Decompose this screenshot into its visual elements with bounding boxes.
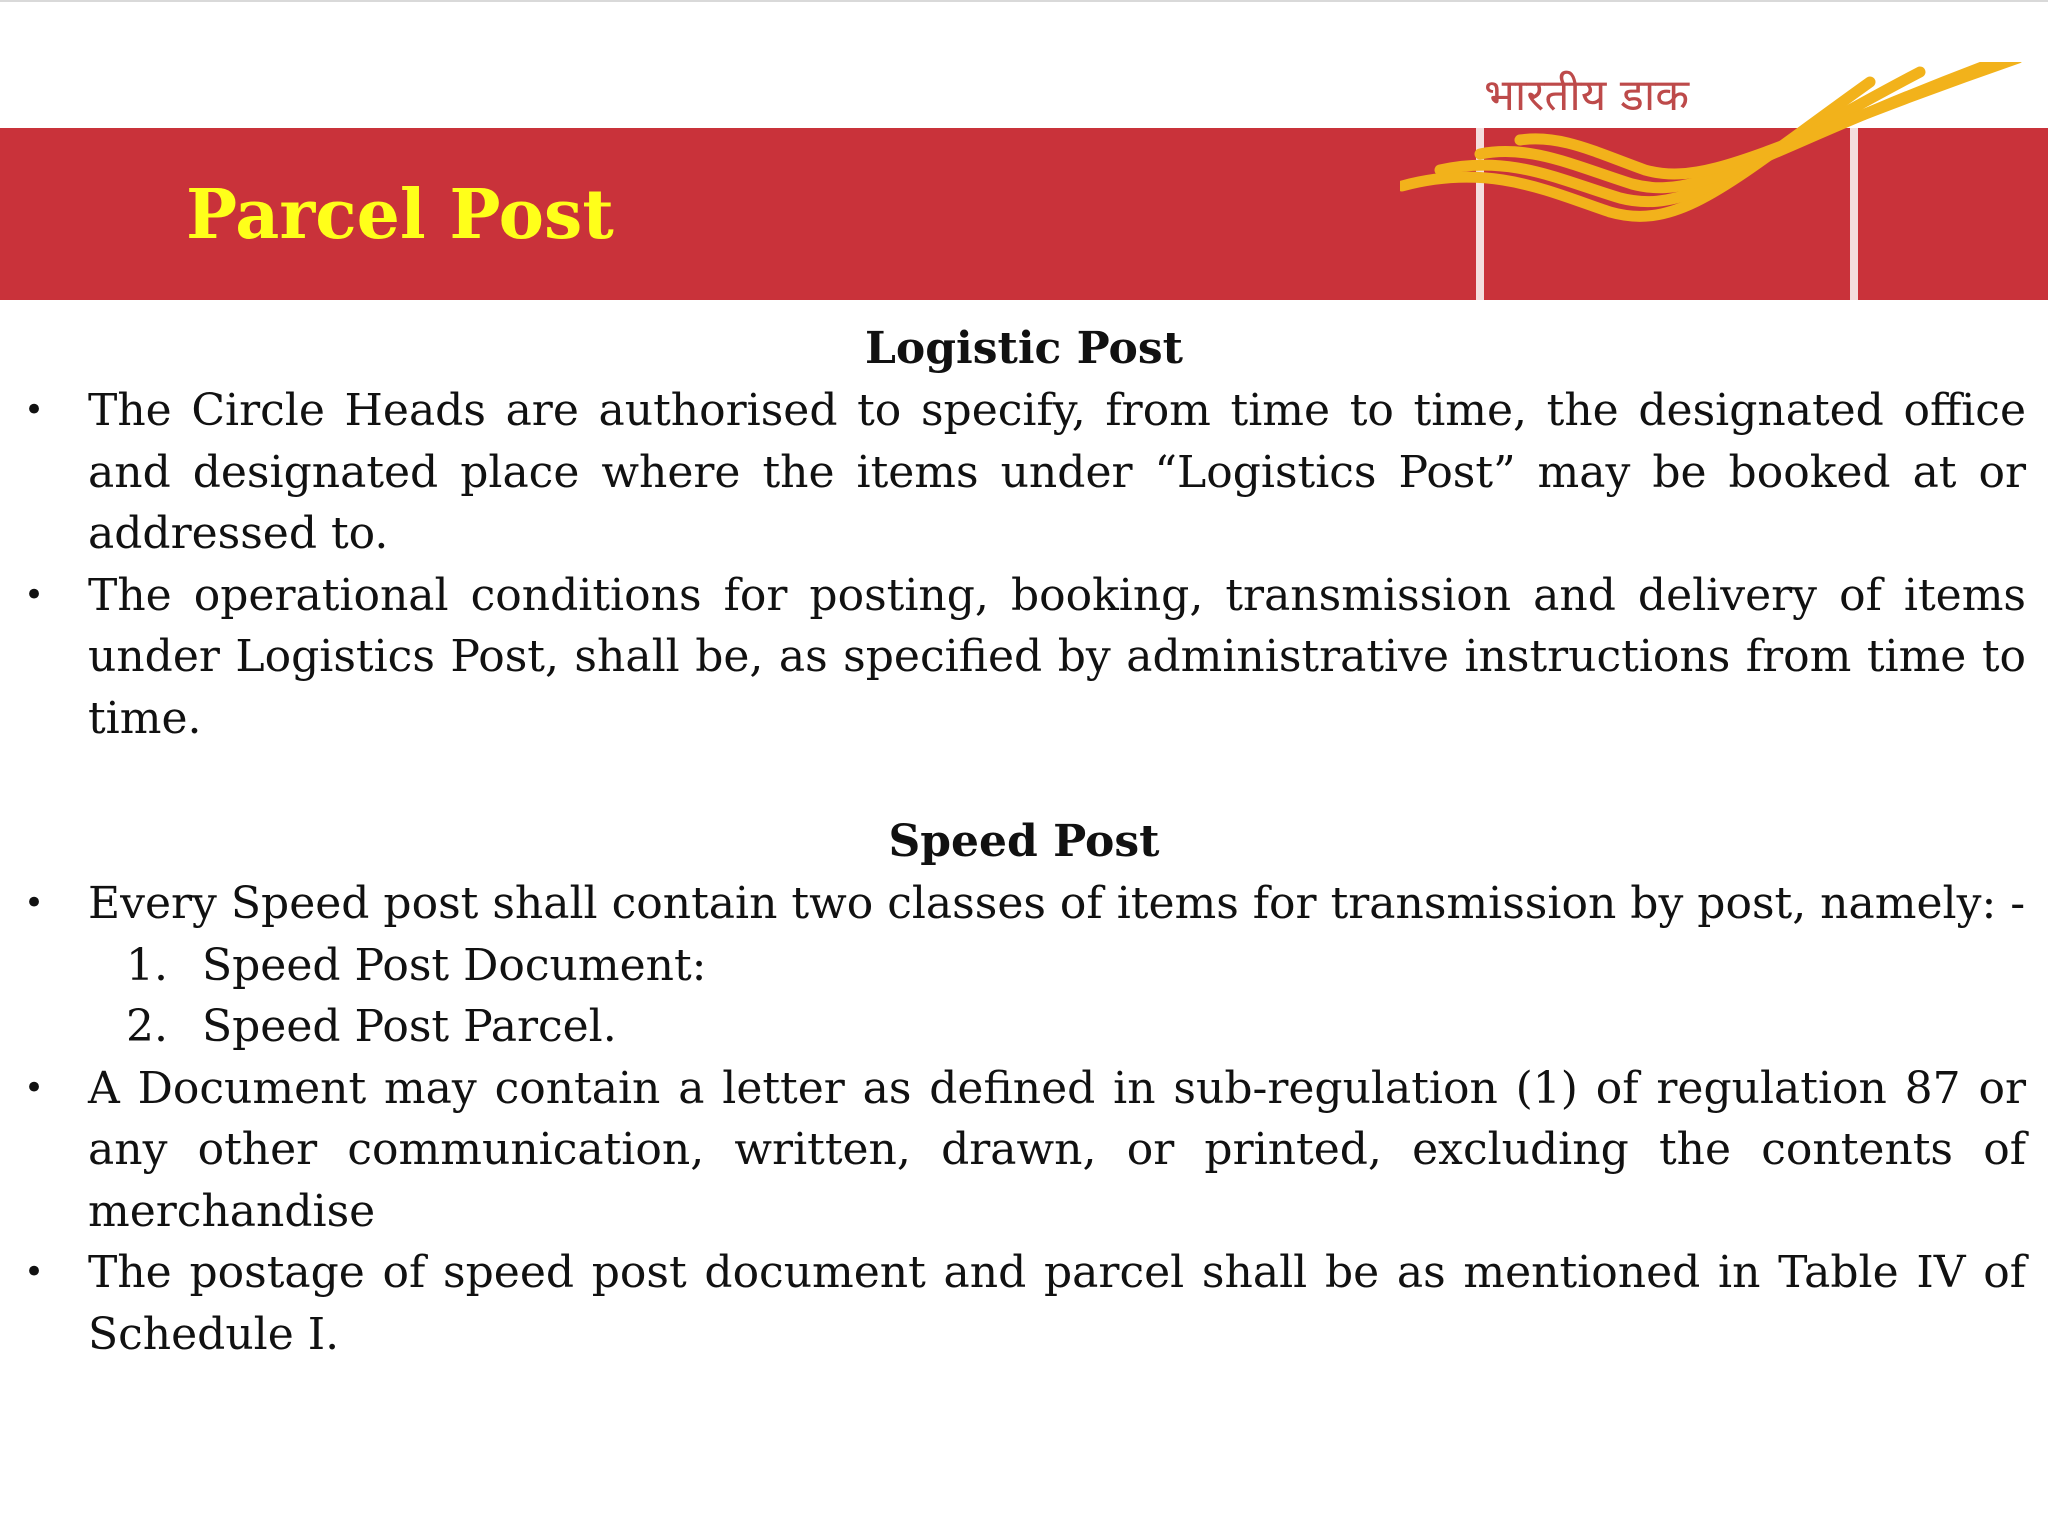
bullet-item	[0, 380, 2048, 565]
heading-logistic-post: Logistic Post	[864, 323, 1184, 374]
numbered-item	[0, 996, 2048, 1058]
bullet-dot-icon: •	[24, 574, 45, 615]
bullet-dot-icon: •	[24, 883, 45, 923]
top-border	[0, 0, 2048, 2]
bullet-item	[0, 1058, 2048, 1243]
section-spacer	[0, 749, 2048, 811]
logo-pillar-right	[1850, 128, 1858, 300]
item-number: 1.	[126, 939, 168, 991]
bullet-text: The Circle Heads are authorised to specify, from time to time, the designated office and designated place where the items under “Logistics Post” may be booked at or addressed to.	[88, 385, 2026, 559]
bullet-text: Every Speed post shall contain two classes of items for transmission by post, namely: -	[88, 878, 2026, 929]
item-number: 2.	[126, 1001, 168, 1052]
heading-speed-post: Speed Post	[888, 816, 1160, 867]
numbered-item	[0, 935, 2048, 997]
bullet-text: The operational conditions for posting, booking, transmission and delivery of items under Logistics Post, shall be, as specified by administrative instructions from time to time.	[88, 569, 2026, 744]
slide-content	[0, 318, 2048, 1365]
bullet-text: A Document may contain a letter as defined in sub-regulation (1) of regulation 87 or any other communication, written, drawn, or printed, excluding the contents of merchandise	[88, 1062, 2026, 1237]
page-title: Parcel Post	[186, 175, 614, 255]
bullet-item	[0, 1242, 2048, 1365]
logo-hindi-text: भारतीय डाक	[1484, 70, 1690, 121]
bullet-dot-icon: •	[24, 390, 45, 430]
bullet-text: The postage of speed post document and parcel shall be as mentioned in Table IV of Schedule I.	[88, 1247, 2026, 1360]
item-text: Speed Post Parcel.	[202, 1001, 617, 1052]
bullet-dot-icon: •	[24, 1067, 45, 1108]
bullet-dot-icon: •	[24, 1252, 45, 1292]
item-text: Speed Post Document:	[202, 939, 707, 991]
bullet-item	[0, 873, 2048, 935]
bullet-item	[0, 565, 2048, 750]
